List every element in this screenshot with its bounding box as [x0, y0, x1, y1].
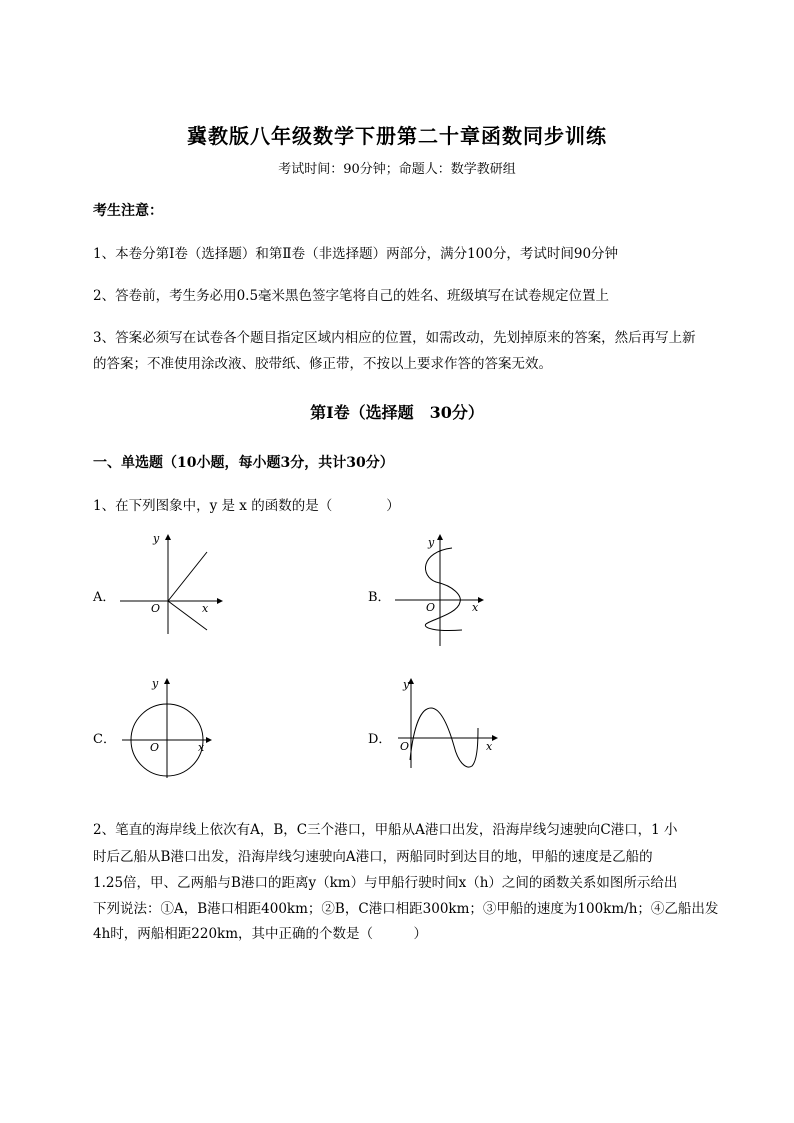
- graph-b: [392, 530, 492, 650]
- question-2-line-2: 时后乙船从B港口出发，沿海岸线匀速驶向A港口，两船同时到达目的地，甲船的速度是乙船的: [93, 849, 653, 865]
- graph-a-y-label: y: [153, 532, 160, 545]
- part-heading: 一、单选题（10小题，每小题3分，共计30分）: [93, 455, 394, 471]
- notice-heading: 考生注意：: [93, 203, 163, 219]
- section-title: 第Ⅰ卷（选择题 30分）: [310, 403, 484, 422]
- notice-item-1: 1、本卷分第Ⅰ卷（选择题）和第Ⅱ卷（非选择题）两部分，满分100分，考试时间90分钟: [93, 246, 619, 262]
- graph-b-x-label: x: [472, 601, 479, 614]
- question-2-line-4: 下列说法：①A，B港口相距400km；②B，C港口相距300km；③甲船的速度为100km/h；④乙船出发: [93, 901, 719, 917]
- question-2-line-1: 2、笔直的海岸线上依次有A，B，C三个港口，甲船从A港口出发，沿海岸线匀速驶向C港口，1 小: [93, 822, 678, 838]
- graph-b-y-label: y: [428, 536, 435, 549]
- graph-d-y-label: y: [403, 678, 410, 691]
- option-b-label: B．: [368, 590, 391, 605]
- graph-c-origin: O: [150, 741, 160, 754]
- graph-d-origin: O: [400, 740, 410, 753]
- notice-item-3-cont: 的答案；不准使用涂改液、胶带纸、修正带，不按以上要求作答的答案无效。: [93, 356, 552, 372]
- graph-c-y-label: y: [152, 677, 159, 690]
- graph-b-origin: O: [426, 601, 436, 614]
- question-2-line-5: 4h时，两船相距220km，其中正确的个数是（ ）: [93, 926, 428, 942]
- graph-d-x-label: x: [486, 740, 493, 753]
- option-c-label: C．: [93, 732, 116, 747]
- graph-a-origin: O: [151, 602, 161, 615]
- exam-info: 考试时间：90分钟；命题人：数学教研组: [278, 162, 516, 177]
- option-a-label: A．: [93, 590, 116, 605]
- graph-a: [115, 530, 225, 640]
- graph-a-x-label: x: [202, 602, 209, 615]
- question-1-text: 1、在下列图象中，y 是 x 的函数的是（ ）: [93, 498, 400, 514]
- option-d-label: D．: [368, 732, 392, 747]
- graph-c-x-label: x: [198, 741, 205, 754]
- graph-d: [396, 672, 506, 782]
- page-title: 冀教版八年级数学下册第二十章函数同步训练: [187, 124, 607, 148]
- notice-item-3: 3、答案必须写在试卷各个题目指定区域内相应的位置，如需改动，先划掉原来的答案，然后再写上新: [93, 330, 696, 346]
- graph-c: [118, 672, 228, 782]
- question-2-line-3: 1.25倍，甲、乙两船与B港口的距离y（km）与甲船行驶时间x（h）之间的函数关系如图所示给出: [93, 875, 678, 891]
- notice-item-2: 2、答卷前，考生务必用0.5毫米黑色签字笔将自己的姓名、班级填写在试卷规定位置上: [93, 288, 610, 304]
